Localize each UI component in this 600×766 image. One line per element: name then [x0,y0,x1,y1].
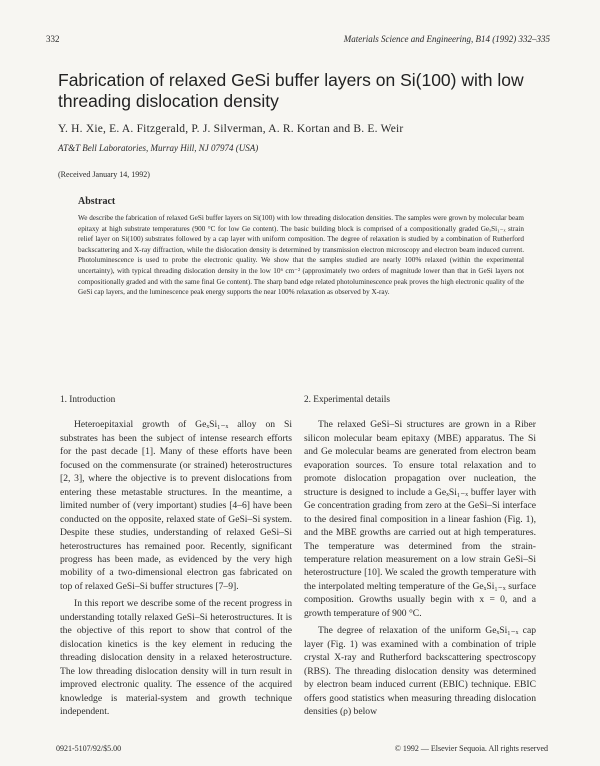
introduction-heading: 1. Introduction [60,395,116,405]
right-column [304,394,536,718]
affiliation: AT&T Bell Laboratories, Murray Hill, NJ 07974 (USA) [58,143,259,153]
author-list: Y. H. Xie, E. A. Fitzgerald, P. J. Silverman, A. R. Kortan and B. E. Weir [58,123,404,135]
received-date: (Received January 14, 1992) [58,170,150,179]
abstract-text: We describe the fabrication of relaxed GeSi buffer layers on Si(100) with low threading dislocation densities. The samples were grown by molecular beam epitaxy at high substrate temperatures (900 °C for low Ge content). The basic building block is comprised of a compositionally graded GeₓSi₁₋ₓ strain relief layer on Si(100) substrates followed by a cap layer with uniform composition. The degree of relaxation is studied by a combination of Rutherford backscattering and X-ray diffraction, while the dislocation density is determined by transmission electron microscopy and electron beam induced current. Photoluminescence is used to probe the electronic quality. We show that the samples studied are nearly 100% relaxed (within the experimental uncertainty), with typical threading dislocation density in the low 10⁶ cm⁻² (approximately two orders of magnitude lower than that in GeSi layers not compositionally graded and with the same final Ge content). The sharp band edge related photoluminescence peak proves the high electronic quality of the GeSi cap layers, and the luminescence peak energy supports the near 100% relaxation as observed by X-ray. [78,214,524,297]
paper-title: Fabrication of relaxed GeSi buffer layers on Si(100) with low threading dislocation density [58,70,524,111]
experimental-paragraph-2: The degree of relaxation of the uniform GeₓSi₁₋ₓ cap layer (Fig. 1) was examined with a combination of triple crystal X-ray and Rutherford backscattering spectroscopy (RBS). The threading dislocation density was determined by electron beam induced current (EBIC) technique. EBIC offers good statistics when measuring threading dislocation densities (ρ) below [304,625,536,717]
experimental-heading: 2. Experimental details [304,395,390,405]
article-code: 0921-5107/92/$5.00 [56,744,122,753]
introduction-paragraph-2: In this report we describe some of the recent progress in understanding totally relaxed GeSi–Si heterostructures. It is the objective of this report to show that control of the dislocation kinetics is the key element in reducing the threading dislocation density in a relaxed heterostructure. The low threading dislocation density will in turn result in improved electronic quality. The essence of the acquired knowledge is material-system and growth technique independent. [60,598,292,717]
abstract-heading: Abstract [78,196,116,207]
journal-reference: Materials Science and Engineering, B14 (1992) 332–335 [343,34,550,44]
introduction-paragraph-1: Heteroepitaxial growth of GeₓSi₁₋ₓ alloy on Si substrates has been the subject of intense research efforts for the past decade [1]. Many of these efforts have been focused on the commensurate (or strained) heterostructures [2, 3], where the objective is to prevent dislocations from entering these metastable structures. In the meantime, a limited number of (very important) studies [4–6] have been conducted on the opposite, relaxed state of GeSi–Si system. Despite these studies, understanding of relaxed GeSi–Si heterostructures has remained poor. Recently, significant progress has been made, as evidenced by the very high mobility of a two-dimensional electron gas fabricated on top of relaxed GeSi–Si buffer structures [7–9]. [60,419,292,592]
copyright-notice: © 1992 — Elsevier Sequoia. All rights reserved [394,744,548,753]
experimental-paragraph-1: The relaxed GeSi–Si structures are grown in a Riber silicon molecular beam epitaxy (MBE) apparatus. The Si and Ge molecular beams are generated from electron beam evaporation sources. To ensure total relaxation and to promote dislocation propagation over nucleation, the structure is designed to include a GeₓSi₁₋ₓ buffer layer with Ge concentration grading from zero at the GeSi–Si interface to the desired final composition in a linear fashion (Fig. 1), and the MBE growths are carried out at high temperatures. The temperature was determined from the strain-temperature relation measurement on a low strain GeSi–Si heterostructure [10]. We scaled the growth temperature with the interpolated melting temperature of the GeₓSi₁₋ₓ surface composition. Growths usually begin with x = 0, and a growth temperature of 900 °C. [304,419,536,619]
page-number: 332 [46,34,60,44]
left-column [60,394,292,718]
